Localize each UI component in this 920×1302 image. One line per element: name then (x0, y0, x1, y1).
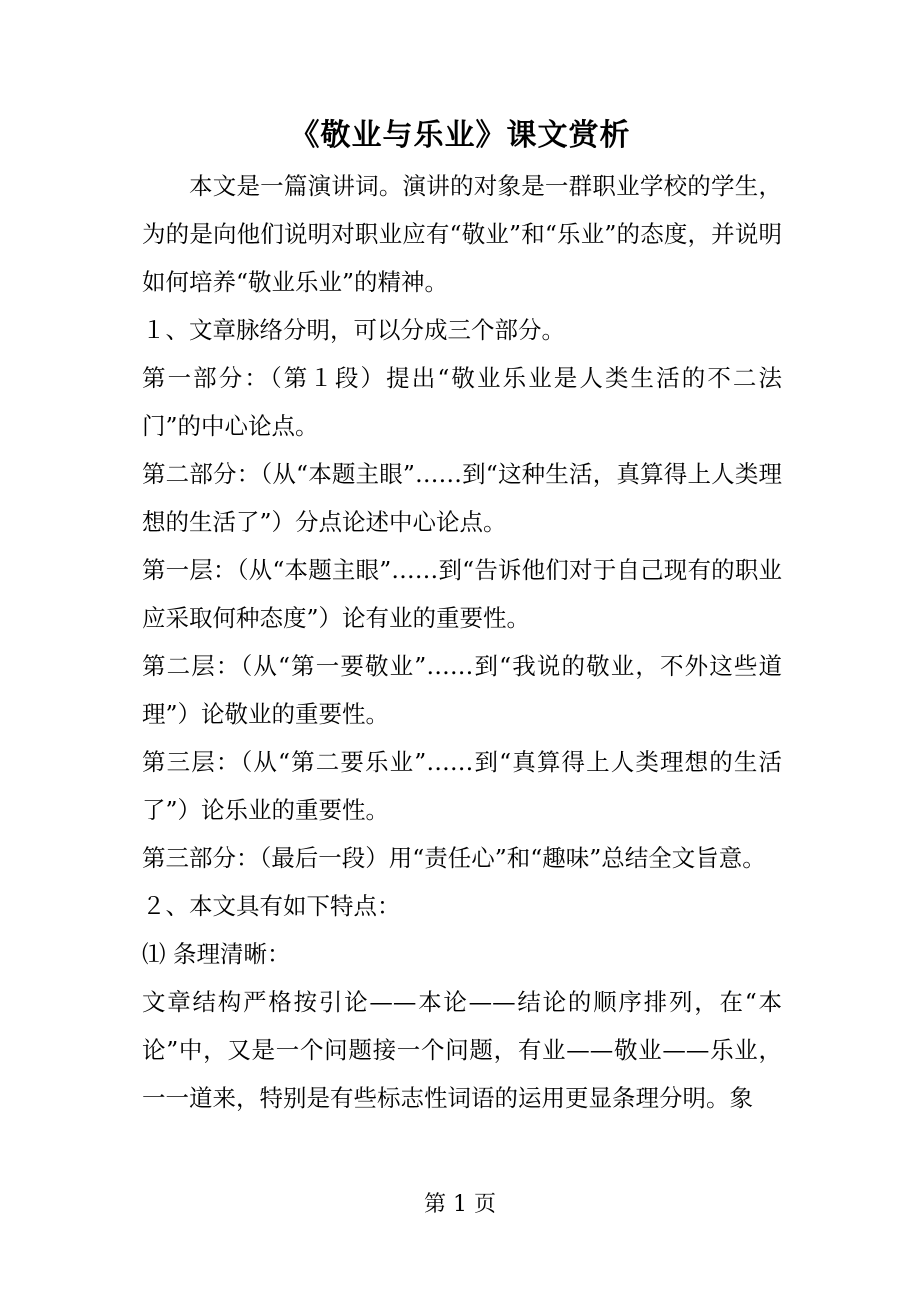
layer-three-paragraph: 第三层：（从“第二要乐业”……到“真算得上人类理想的生活了”）论乐业的重要性。 (142, 748, 782, 824)
layer-one-paragraph: 第一层：（从“本题主眼”……到“告诉他们对于自己现有的职业应采取何种态度”）论有业的重要性。 (142, 556, 782, 632)
layer-two-paragraph: 第二层：（从“第一要敬业”……到“我说的敬业，不外这些道理”）论敬业的重要性。 (142, 652, 782, 728)
feature-one-paragraph: 文章结构严格按引论——本论——结论的顺序排列，在“本论”中，又是一个问题接一个问题，有业——敬业——乐业，一一道来，特别是有些标志性词语的运用更显条理分明。象 (142, 988, 782, 1112)
feature-one-heading: ⑴ 条理清晰： (142, 940, 291, 968)
article-body (142, 162, 782, 1122)
section-heading-structure: １、文章脉络分明，可以分成三个部分。 (142, 316, 565, 344)
intro-paragraph: 本文是一篇演讲词。演讲的对象是一群职业学校的学生，为的是向他们说明对职业应有“敬业”和“乐业”的态度，并说明如何培养“敬业乐业”的精神。 (142, 172, 782, 296)
page-title: 《敬业与乐业》课文赏析 (289, 118, 631, 153)
part-two-paragraph: 第二部分：（从“本题主眼”……到“这种生活，真算得上人类理想的生活了”）分点论述中心论点。 (142, 460, 782, 536)
page-number: 第 1 页 (424, 1192, 496, 1217)
part-one-paragraph: 第一部分：（第１段）提出“敬业乐业是人类生活的不二法门”的中心论点。 (142, 364, 782, 440)
part-three-paragraph: 第三部分：（最后一段）用“责任心”和“趣味”总结全文旨意。 (142, 844, 766, 872)
section-heading-features: ２、本文具有如下特点： (142, 892, 401, 920)
